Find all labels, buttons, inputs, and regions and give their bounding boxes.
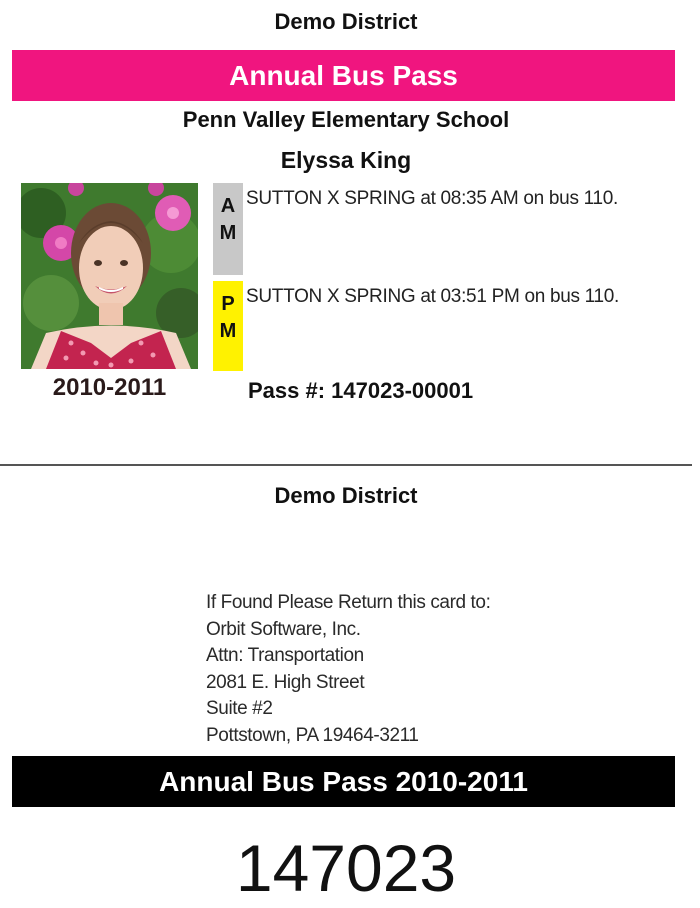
- student-photo: [21, 183, 198, 369]
- annual-bus-pass-banner: Annual Bus Pass: [12, 50, 675, 101]
- pm-letter-p: P: [221, 293, 235, 315]
- student-photo-image: [21, 183, 198, 369]
- am-letter-a: A: [220, 195, 236, 217]
- back-district-name: Demo District: [274, 483, 418, 508]
- card-divider: [0, 464, 692, 466]
- pm-route-text: SUTTON X SPRING at 03:51 PM on bus 110.: [246, 286, 620, 307]
- return-line-company: Orbit Software, Inc.: [206, 618, 361, 640]
- annual-bus-pass-year-banner: Annual Bus Pass 2010-2011: [12, 756, 675, 807]
- return-line-street: 2081 E. High Street: [206, 671, 365, 693]
- return-line-suite: Suite #2: [206, 698, 273, 719]
- school-name: Penn Valley Elementary School: [182, 107, 510, 132]
- pm-period-label: [213, 281, 243, 371]
- pass-number: Pass #: 147023-00001: [248, 378, 474, 403]
- district-name: Demo District: [274, 9, 418, 34]
- am-route-text: SUTTON X SPRING at 08:35 AM on bus 110.: [246, 188, 618, 209]
- card-id-number: 147023: [235, 831, 457, 905]
- am-period-label: [213, 183, 243, 275]
- school-year: 2010-2011: [52, 374, 167, 401]
- student-name: Elyssa King: [280, 147, 412, 173]
- return-line-header: If Found Please Return this card to:: [206, 592, 491, 613]
- return-address: [206, 590, 490, 749]
- return-line-city: Pottstown, PA 19464-3211: [206, 724, 419, 746]
- am-letter-m: M: [219, 222, 237, 244]
- return-line-attn: Attn: Transportation: [206, 645, 364, 666]
- pm-letter-m: M: [219, 320, 237, 342]
